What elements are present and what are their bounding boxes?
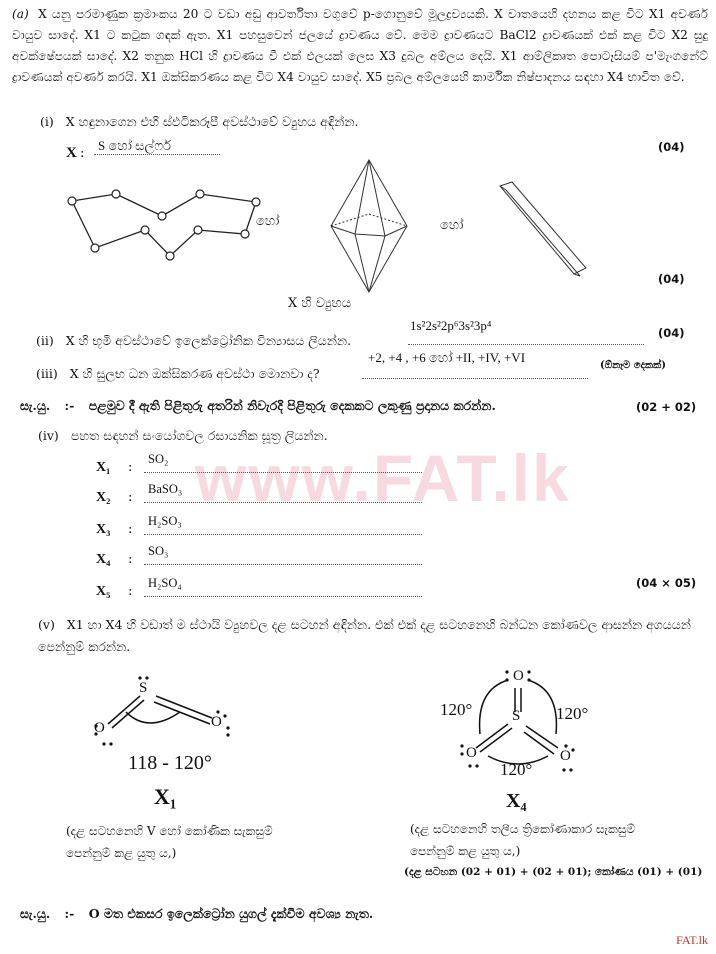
formula-row: X₃ : H₂SO₃: [96, 520, 436, 542]
x-label: X: [66, 145, 77, 161]
formula-row: X₁ : SO₂: [96, 458, 436, 480]
question-ii: [36, 333, 351, 349]
note-2-text: O මත එකසර ඉලෙක්ට්‍රෝන යුගල් දැක්වීම අවශ්‍ය නැත.: [88, 906, 374, 921]
so3-oxygen-atom: O: [513, 668, 524, 684]
marks-i-1: (04): [658, 140, 685, 154]
compound-label: X₂: [96, 490, 111, 505]
marks-v: (දළ සටහන (02 + 01) + (02 + 01); කෝණය (01) + (01): [404, 866, 703, 878]
question-v-label: (v): [38, 617, 55, 632]
marks-iv: (04 × 05): [636, 576, 697, 590]
footer-watermark: FAT.lk: [676, 933, 708, 947]
question-iii-label: (iii): [36, 366, 58, 381]
formula-row: X₂ : BaSO₃: [96, 488, 436, 510]
question-iv-text: පහත සඳහන් සංයෝගවල රසායනික සූත්‍ර ලියන්න.: [70, 428, 328, 443]
so2-oxygen-atom: O: [211, 714, 222, 730]
note-iii: (ඕනෑම දෙකක්): [600, 360, 666, 371]
s8-crown-structure: [50, 176, 280, 276]
question-ii-text: X හි භූමි අවස්ථාවේ ඉලෙක්ට්‍රෝනික වින්‍යාසය ලියන්න.: [65, 333, 352, 348]
note-2-label: සැ.යු.: [20, 906, 51, 921]
or-2: හෝ: [440, 218, 464, 233]
formula-value: H₂SO₄: [148, 576, 182, 590]
so3-bond-angle: 120°: [440, 700, 473, 719]
question-v: [38, 614, 698, 658]
question-v-text: X1 හා X4 හි වඩාත් ම ස්ථායි ව්‍යුහවල දළ සටහන් අඳින්න. එක් එක් දළ සටහනෙහි බන්ධන කෝණවල ආසන්න අගයයන් පෙන්නුම් කරන්න.: [38, 617, 691, 654]
monoclinic-needle-icon: [490, 178, 590, 288]
compound-label: X₁: [96, 460, 111, 475]
so2-sulfur-atom: S: [139, 680, 148, 696]
intro-paragraph: [12, 4, 708, 88]
question-iv-label: (iv): [38, 428, 59, 443]
compound-label: X₄: [96, 552, 111, 567]
so3-oxygen-atom: O: [466, 745, 477, 761]
so2-bond-angle: 118 - 120°: [128, 752, 212, 774]
formula-value: H₂SO₃: [148, 514, 182, 528]
so2-oxygen-atom: O: [94, 720, 105, 736]
question-i-label: (i): [40, 114, 54, 129]
part-label: (a): [12, 7, 29, 21]
so3-bond-angle: 120°: [500, 760, 533, 779]
marks-i-2: (04): [658, 272, 685, 286]
x4-note: (දළ සටහනෙහි තලීය ත්‍රිකෝණාකාර සැකසුම් පෙන්නුම් කළ යුතු ය,): [410, 822, 635, 858]
rhombic-crystal-icon: [325, 156, 415, 296]
structure-caption: X හි ව්‍යුහය: [288, 296, 352, 311]
note-2: සැ.යු. :- O මත එකසර ඉලෙක්ට්‍රෝන යුගල් දැක්වීම අවශ්‍ය නැත.: [20, 906, 374, 921]
answer-iii: +2, +4 , +6 හෝ +II, +IV, +VI: [368, 350, 526, 365]
question-iii: [36, 366, 320, 382]
x4-label: X₄: [506, 790, 527, 812]
answer-ii: 1s²2s²2p⁶3s²3p⁴: [410, 318, 492, 333]
answer-i: S හෝ සල්ෆර්: [94, 138, 220, 155]
note-1-label: සැ.යු.: [20, 398, 51, 413]
intro-text: X යනු පරමාණුක ක්‍රමාංකය 20 ට වඩා අඩු ආවර්තිතා වගුවේ p-ගොනුවේ මූලද්‍රව්‍යයකි. X වාතයෙහි දහනය කළ විට X1 අවර්ණ වායුව සාදේ. X1 ට කටුක ගඳක් ඇත. X1 පහසුවෙන් ජලයේ ද්‍රාවණය වේ. මෙම ද්‍රාවණයට BaCl2 ද්‍රාවණයක් එක් කළ විට X2 සුදු අවක්ෂේපයක් සාදේ. X2 තනුක HCl හි ද්‍රාවණය වී එක් ඵලයක් ලෙස X3 දුබල අම්ලය දෙයි. X1 ආම්ලිකෘත පොටෑසියම් ප'මැංගනේට් ද්‍රාවණයක් අවර්ණ කරයි. X1 ඔක්සිකරණය කළ විට X4 වායුව සාදේ. X5 ප්‍රබල අම්ලයෙහි කාර්මික නිෂ්පාදනය සඳහා X4 භාවිත වේ.: [12, 7, 708, 84]
question-ii-label: (ii): [36, 333, 54, 348]
watermark: www.FAT.lk: [195, 441, 571, 515]
compound-label: X₅: [96, 584, 111, 599]
formula-row: X₄ : SO₃: [96, 550, 436, 572]
or-1: හෝ: [256, 214, 280, 229]
question-i-text: X හඳුනාගෙන එහි ස්ඵටිකරූපී අවස්ථාවේ ව්‍යුහය අඳින්න.: [65, 114, 359, 129]
question-iii-text: X හි සුලභ ධන ඔක්සිකරණ අවස්ථා මොනවා ද?: [69, 366, 320, 381]
formula-value: BaSO₃: [148, 482, 183, 496]
x1-label: X₁: [154, 784, 177, 809]
formula-value: SO₂: [148, 452, 169, 466]
compound-label: X₃: [96, 522, 111, 537]
question-iv: [38, 428, 328, 444]
note-1: සැ.යු. :- පළමුව දී ඇති පිළිතුරු අතරින් නිවැරදි පිළිතුරු දෙකකට ලකුණු ප්‍රදානය කරන්න.: [20, 398, 496, 413]
x1-note: (දළ සටහනෙහි V හෝ කෝණික සැකසුම් පෙන්නුම් කළ යුතු ය,): [66, 824, 273, 860]
marks-note-1: (02 + 02): [636, 400, 697, 414]
formula-row: X₅ : H₂SO₄: [96, 582, 436, 604]
note-1-text: පළමුව දී ඇති පිළිතුරු අතරින් නිවැරදි පිළිතුරු දෙකකට ලකුණු ප්‍රදානය කරන්න.: [88, 398, 496, 413]
marks-ii: (04): [658, 326, 685, 340]
so3-bond-angle: 120°: [556, 704, 589, 723]
so3-oxygen-atom: O: [560, 748, 571, 764]
formula-value: SO₃: [148, 544, 169, 558]
so2-structure: [80, 672, 250, 752]
so3-sulfur-atom: S: [512, 708, 521, 724]
question-i: [40, 114, 358, 130]
